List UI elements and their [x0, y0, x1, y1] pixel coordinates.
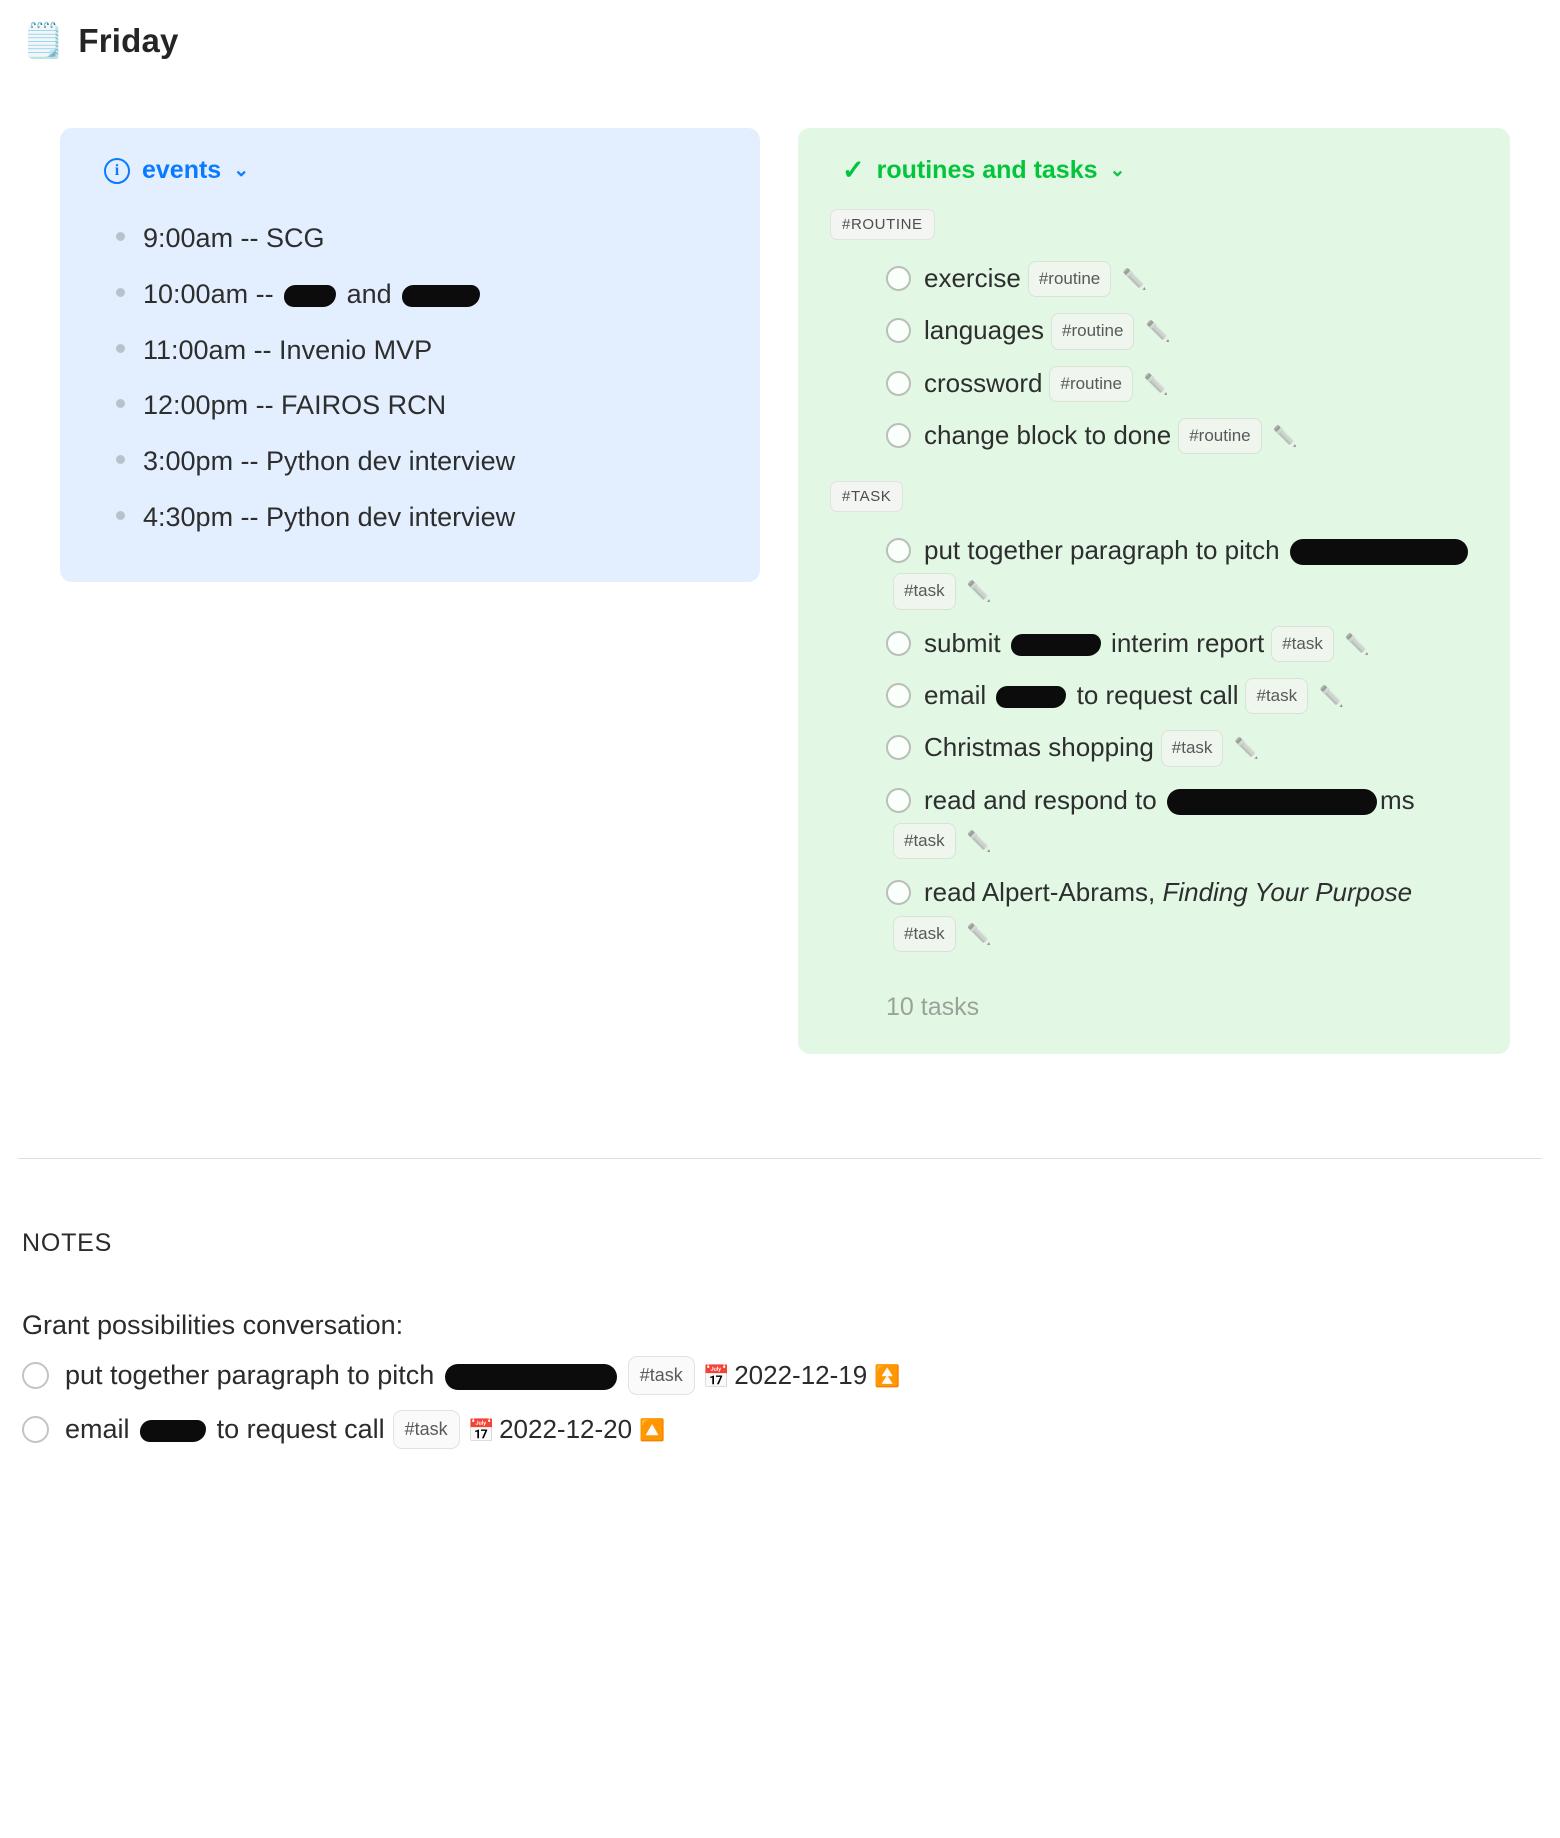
- event-text: 3:00pm -- Python dev interview: [143, 446, 516, 476]
- notes-lead-text: Grant possibilities conversation:: [22, 1309, 404, 1340]
- pencil-icon[interactable]: ✏️: [1145, 321, 1171, 344]
- task-row[interactable]: [824, 669, 1484, 721]
- chevron-down-icon[interactable]: ⌄: [1109, 160, 1126, 181]
- notes-heading: NOTES: [22, 1228, 113, 1257]
- list-item: [116, 211, 734, 267]
- tag-routine[interactable]: #routine: [1051, 313, 1134, 349]
- checkbox[interactable]: [886, 371, 911, 396]
- pencil-icon[interactable]: ✏️: [966, 923, 992, 946]
- task-count: 10 tasks: [886, 992, 980, 1021]
- task-label-post: interim report: [1111, 627, 1265, 658]
- tag-task[interactable]: #task: [393, 1410, 460, 1449]
- pencil-icon[interactable]: ✏️: [1319, 686, 1345, 709]
- task-label: Christmas shopping: [924, 732, 1154, 763]
- list-item: [116, 490, 734, 546]
- checkbox[interactable]: [886, 318, 911, 343]
- note-task-label: email: [65, 1414, 130, 1445]
- list-item: [116, 267, 734, 323]
- due-date: 2022-12-20: [499, 1414, 633, 1445]
- note-task-label: put together paragraph to pitch: [65, 1359, 435, 1390]
- task-label: read Alpert-Abrams,: [924, 877, 1156, 908]
- events-callout-title: events: [142, 156, 222, 184]
- calendar-icon: 📅: [467, 1418, 496, 1444]
- bullet-icon: [116, 455, 125, 464]
- priority-high-icon: 🔼: [639, 1419, 666, 1443]
- task-label-post: to request call: [1076, 680, 1239, 711]
- redaction-mark: [140, 1420, 206, 1442]
- note-task-label-post: to request call: [216, 1414, 385, 1445]
- check-icon: ✓: [842, 155, 865, 185]
- task-section-header: #TASK: [830, 481, 903, 512]
- tag-task[interactable]: #task: [628, 1356, 695, 1395]
- tag-task[interactable]: #task: [893, 823, 956, 859]
- event-text: 9:00am -- SCG: [143, 223, 325, 253]
- checkbox[interactable]: [886, 423, 911, 448]
- tag-task[interactable]: #task: [893, 573, 956, 609]
- task-row[interactable]: [824, 252, 1484, 304]
- notepad-icon: 🗒️: [22, 22, 65, 60]
- redaction-mark: [1011, 634, 1101, 656]
- task-label: languages: [924, 315, 1044, 346]
- checkbox[interactable]: [886, 735, 911, 760]
- task-row[interactable]: [824, 617, 1484, 669]
- callout-columns: [0, 60, 1560, 1054]
- pencil-icon[interactable]: ✏️: [1272, 425, 1298, 448]
- redaction-mark: [402, 285, 480, 307]
- event-text: 12:00pm -- FAIROS RCN: [143, 390, 447, 421]
- task-label: crossword: [924, 367, 1043, 398]
- task-list: [824, 516, 1484, 963]
- event-text: 10:00am -- and: [143, 278, 483, 312]
- tasks-callout-title: routines and tasks: [876, 156, 1098, 184]
- redaction-mark: [1167, 789, 1377, 815]
- task-row[interactable]: [824, 524, 1484, 617]
- routine-list: [824, 244, 1484, 465]
- checkbox[interactable]: [886, 631, 911, 656]
- task-row[interactable]: [824, 774, 1484, 867]
- bullet-icon: [116, 511, 125, 520]
- task-label: exercise: [924, 263, 1021, 293]
- redaction-mark: [996, 686, 1066, 708]
- redaction-mark: [1290, 539, 1468, 565]
- task-row[interactable]: [824, 357, 1484, 409]
- tag-task[interactable]: #task: [1245, 678, 1308, 714]
- chevron-down-icon[interactable]: ⌄: [233, 160, 250, 181]
- tag-task[interactable]: #task: [893, 916, 956, 952]
- routine-section-header: #ROUTINE: [830, 209, 935, 240]
- note-task-row[interactable]: [22, 1341, 1536, 1396]
- checkbox[interactable]: [886, 788, 911, 813]
- event-text: 11:00am -- Invenio MVP: [143, 334, 433, 365]
- checkbox[interactable]: [886, 880, 911, 905]
- task-label-post: ms: [1379, 784, 1415, 815]
- tag-task[interactable]: #task: [1161, 730, 1224, 766]
- task-label: change block to done: [924, 419, 1172, 450]
- task-row[interactable]: [824, 866, 1484, 959]
- page-title: Friday: [78, 22, 179, 59]
- bullet-icon: [116, 288, 125, 297]
- task-label: email: [924, 680, 987, 711]
- tasks-callout-header[interactable]: [824, 150, 1484, 193]
- tag-routine[interactable]: #routine: [1178, 418, 1261, 454]
- checkbox[interactable]: [886, 683, 911, 708]
- bullet-icon: [116, 232, 125, 241]
- list-item: [116, 323, 734, 379]
- calendar-icon: 📅: [702, 1363, 731, 1389]
- events-callout: [60, 128, 760, 582]
- events-list: [86, 211, 734, 546]
- redaction-mark: [445, 1364, 617, 1390]
- task-row[interactable]: [824, 304, 1484, 356]
- task-label: put together paragraph to pitch: [924, 535, 1280, 566]
- task-label: read and respond to: [924, 784, 1157, 815]
- checkbox[interactable]: [886, 538, 911, 563]
- bullet-icon: [116, 399, 125, 408]
- redaction-mark: [284, 285, 336, 307]
- checkbox[interactable]: [22, 1416, 49, 1443]
- note-task-row[interactable]: [22, 1395, 1536, 1450]
- tag-routine[interactable]: #routine: [1049, 366, 1132, 402]
- tag-task[interactable]: #task: [1271, 626, 1334, 662]
- events-callout-header[interactable]: [86, 150, 734, 193]
- checkbox[interactable]: [22, 1362, 49, 1389]
- task-row[interactable]: [824, 409, 1484, 461]
- checkbox[interactable]: [886, 266, 911, 291]
- info-icon: i: [104, 158, 130, 184]
- tag-routine[interactable]: #routine: [1028, 261, 1111, 297]
- list-item: [116, 434, 734, 490]
- pencil-icon[interactable]: ✏️: [1234, 738, 1260, 761]
- due-date: 2022-12-19: [734, 1359, 868, 1390]
- pencil-icon[interactable]: ✏️: [1122, 269, 1148, 291]
- task-label: submit: [924, 627, 1001, 658]
- notes-section: [0, 1159, 1560, 1490]
- pencil-icon[interactable]: ✏️: [966, 581, 992, 604]
- bullet-icon: [116, 344, 125, 353]
- task-row[interactable]: [824, 721, 1484, 773]
- page-header: [0, 0, 1560, 60]
- pencil-icon[interactable]: ✏️: [966, 830, 992, 853]
- list-item: [116, 378, 734, 434]
- priority-highest-icon: ⏫: [874, 1364, 901, 1388]
- pencil-icon[interactable]: ✏️: [1143, 373, 1169, 396]
- pencil-icon[interactable]: ✏️: [1344, 633, 1370, 656]
- routines-tasks-callout: [798, 128, 1510, 1054]
- event-text: 4:30pm -- Python dev interview: [143, 501, 516, 532]
- task-label-italic: Finding Your Purpose: [1162, 877, 1413, 908]
